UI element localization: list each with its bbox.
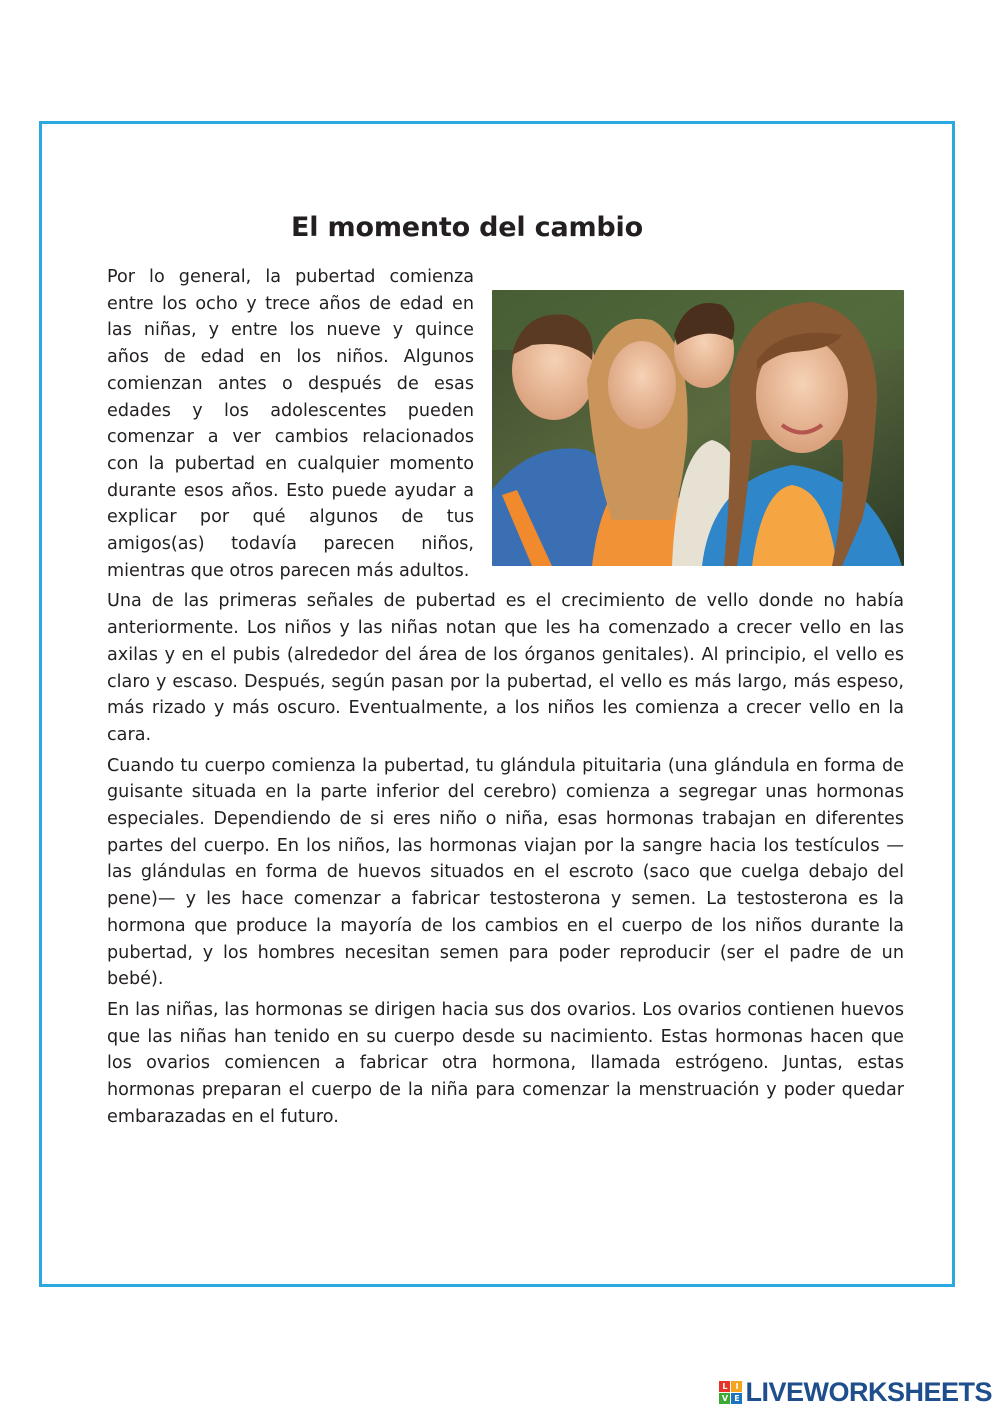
- liveworksheets-logo-text: LIVEWORKSHEETS: [745, 1376, 992, 1407]
- liveworksheets-logo: [719, 1376, 992, 1407]
- paragraph-3: Cuando tu cuerpo comienza la pubertad, tu glándula pituitaria (una glándula en forma de guisante situada en la parte inferior del cerebro) comienza a segregar unas hormonas especiales. Dependiendo de si eres niño o niña, esas hormonas trabajan en diferentes partes del cuerpo. En los niños, las hormonas viajan por la sangre hacia los testículos —las glándulas en forma de huevos situados en el escroto (saco que cuelga debajo del pene)— y les hace comenzar a fabricar testosterona y semen. La testosterona es la hormona que produce la mayoría de los cambios en el cuerpo de los niños durante la pubertad, y los hombres necesitan semen para poder reproducir (ser el padre de un bebé).: [107, 755, 904, 990]
- logo-mark-letter: V: [719, 1393, 730, 1404]
- article-body: [107, 264, 904, 1135]
- liveworksheets-mark-icon: [719, 1381, 742, 1404]
- page-title: [0, 212, 1000, 243]
- teenagers-photo: [492, 290, 904, 566]
- paragraph-4: En las niñas, las hormonas se dirigen hacia sus dos ovarios. Los ovarios contienen huevos que las niñas han tenido en su cuerpo desde su nacimiento. Estas hormonas hacen que los ovarios comiencen a fabricar otra hormona, llamada estrógeno. Juntas, estas hormonas preparan el cuerpo de la niña para comenzar la menstruación y poder quedar embarazadas en el futuro.: [107, 999, 904, 1127]
- paragraph-2: Una de las primeras señales de pubertad es el crecimiento de vello donde no había anteriormente. Los niños y las niñas notan que les ha comenzado a crecer vello en las axilas y en el pubis (alrededor del área de los órganos genitales). Al principio, el vello es claro y escaso. Después, según pasan por la pubertad, el vello es más largo, más espeso, más rizado y más oscuro. Eventualmente, a los niños les comienza a crecer vello en la cara.: [107, 591, 904, 745]
- logo-mark-letter: E: [731, 1393, 742, 1404]
- paragraph-1: Por lo general, la pubertad comienza entre los ocho y trece años de edad en las niñas, y entre los nueve y quince años de edad en los niños. Algunos comienzan antes o después de esas edades y los adolescentes pueden comenzar a ver cambios relacionados con la pubertad en cualquier momento durante esos años. Esto puede ayudar a explicar por qué algunos de tus amigos(as) todavía parecen niños, mientras que otros parecen más adultos.: [107, 267, 474, 581]
- logo-mark-letter: L: [719, 1381, 730, 1392]
- logo-mark-letter: I: [731, 1381, 742, 1392]
- group-of-teenagers-photo-icon: [492, 290, 904, 566]
- page-title-text: El momento del cambio: [291, 212, 643, 243]
